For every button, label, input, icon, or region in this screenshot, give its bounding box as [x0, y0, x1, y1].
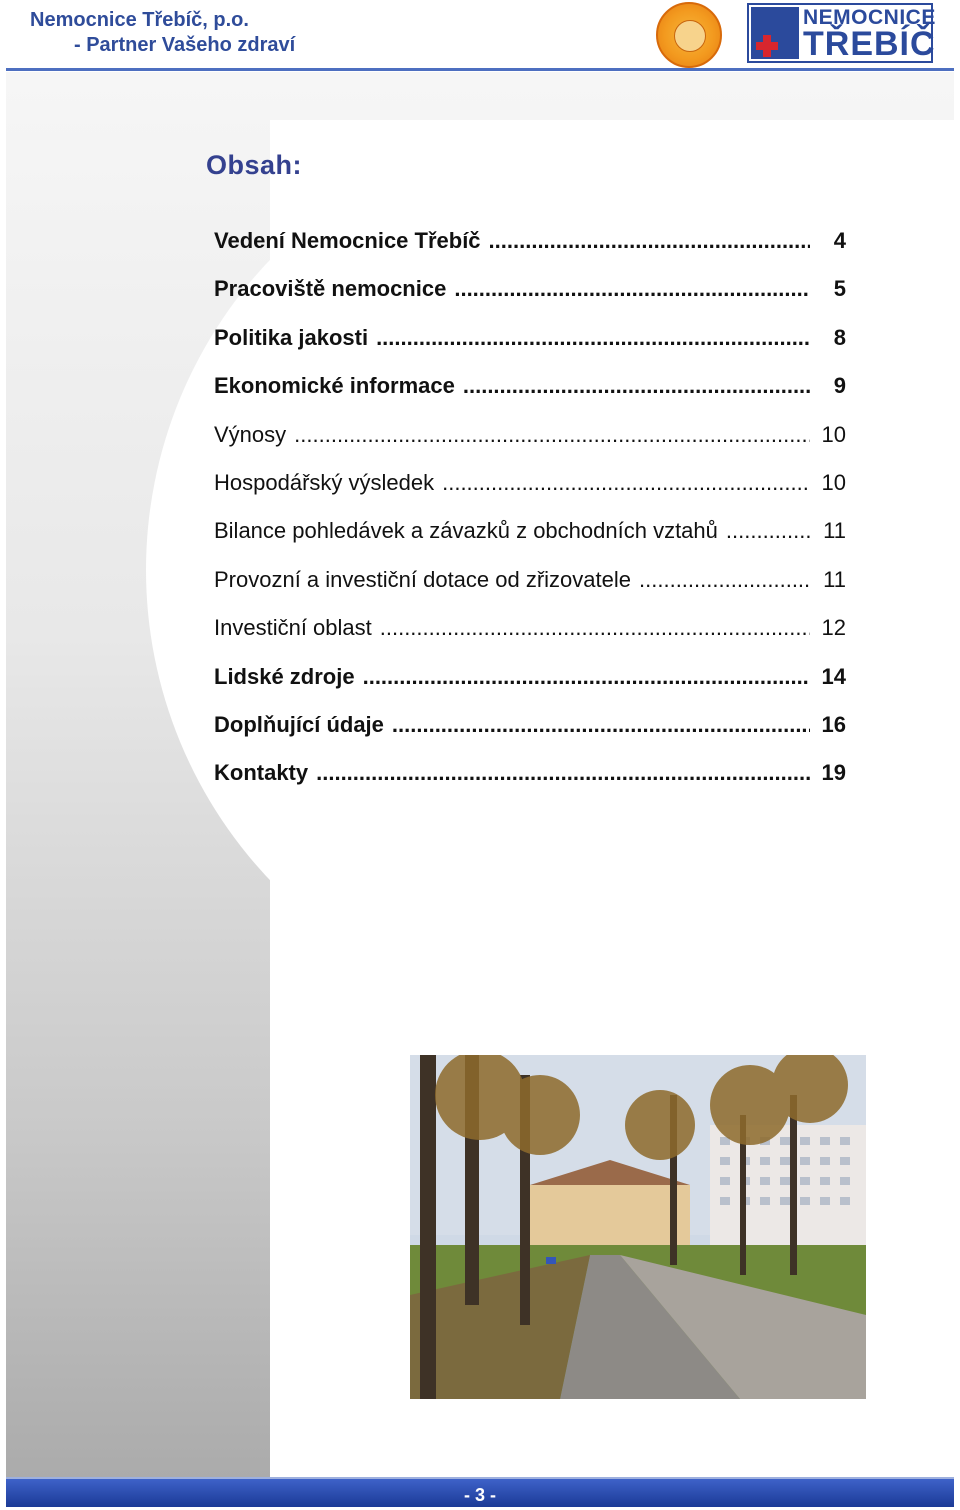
toc-entry-page: 5 [833, 276, 846, 302]
toc-leader-dots [489, 228, 810, 254]
toc-entry[interactable] [214, 228, 846, 276]
toc-entry[interactable] [214, 470, 846, 518]
toc-entry[interactable] [214, 567, 846, 615]
toc-entry[interactable] [214, 325, 846, 373]
toc-leader-dots [392, 712, 810, 738]
toc-entry-label: Bilance pohledávek a závazků z obchodních vztahů [214, 518, 718, 544]
toc-entry-page: 10 [821, 469, 846, 495]
page-number: - 3 - [463, 1485, 496, 1505]
toc-entry-page: 8 [833, 324, 846, 350]
toc-leader-dots [363, 664, 810, 690]
toc-entry-page: 9 [833, 373, 846, 399]
accreditation-seal-icon [656, 2, 722, 68]
toc-entry-label: Hospodářský výsledek [214, 469, 435, 495]
toc-entry[interactable] [214, 615, 846, 663]
toc-entry-label: Kontakty [214, 760, 309, 786]
toc-entry-page: 10 [821, 421, 846, 447]
header-line-2: - Partner Vašeho zdraví [74, 34, 296, 56]
toc-leader-dots [726, 518, 810, 544]
hospital-h-icon [751, 7, 799, 59]
toc-entry[interactable] [214, 760, 846, 808]
header-line-1: Nemocnice Třebíč, p.o. [30, 9, 249, 31]
toc-entry-label: Provozní a investiční dotace od zřizovatele [214, 566, 632, 592]
toc-entry[interactable] [214, 518, 846, 566]
toc-entry-page: 11 [823, 518, 846, 544]
toc-leader-dots [454, 276, 810, 302]
toc-entry-label: Lidské zdroje [214, 663, 355, 689]
toc-entry[interactable] [214, 664, 846, 712]
toc-entry-page: 11 [823, 566, 846, 592]
toc-entry[interactable] [214, 373, 846, 421]
toc-entry-label: Investiční oblast [214, 615, 372, 641]
toc-leader-dots [639, 567, 810, 593]
toc-entry-label: Politika jakosti [214, 324, 369, 350]
hospital-alley-image [410, 1055, 866, 1399]
header-title [30, 8, 295, 58]
logo-text-1: NEMOCNICE [803, 6, 936, 29]
hospital-photo [410, 1055, 866, 1399]
footer-bar [6, 1477, 954, 1507]
toc-entry-page: 16 [821, 711, 846, 737]
toc-list [214, 228, 846, 809]
toc-entry[interactable] [214, 276, 846, 324]
toc-entry-page: 4 [833, 228, 846, 253]
toc-entry-label: Doplňující údaje [214, 711, 384, 737]
toc-leader-dots [376, 325, 810, 351]
logo-text-2: TŘEBÍČ [803, 25, 936, 63]
toc-entry-page: 19 [821, 760, 846, 786]
header-rule [6, 68, 954, 71]
toc-entry[interactable] [214, 422, 846, 470]
toc-leader-dots [442, 470, 810, 496]
toc-entry-label: Ekonomické informace [214, 373, 455, 399]
toc-leader-dots [316, 760, 810, 786]
toc-entry-label: Výnosy [214, 421, 287, 447]
toc-entry-page: 14 [821, 663, 846, 689]
toc-entry-label: Vedení Nemocnice Třebíč [214, 228, 481, 253]
toc-entry-label: Pracoviště nemocnice [214, 276, 447, 302]
toc-leader-dots [463, 373, 810, 399]
toc-entry-page: 12 [821, 615, 846, 641]
toc-leader-dots [294, 422, 810, 448]
toc-entry[interactable] [214, 712, 846, 760]
toc-leader-dots [380, 615, 810, 641]
toc-title: Obsah: [206, 150, 303, 180]
hospital-logo [747, 3, 936, 63]
